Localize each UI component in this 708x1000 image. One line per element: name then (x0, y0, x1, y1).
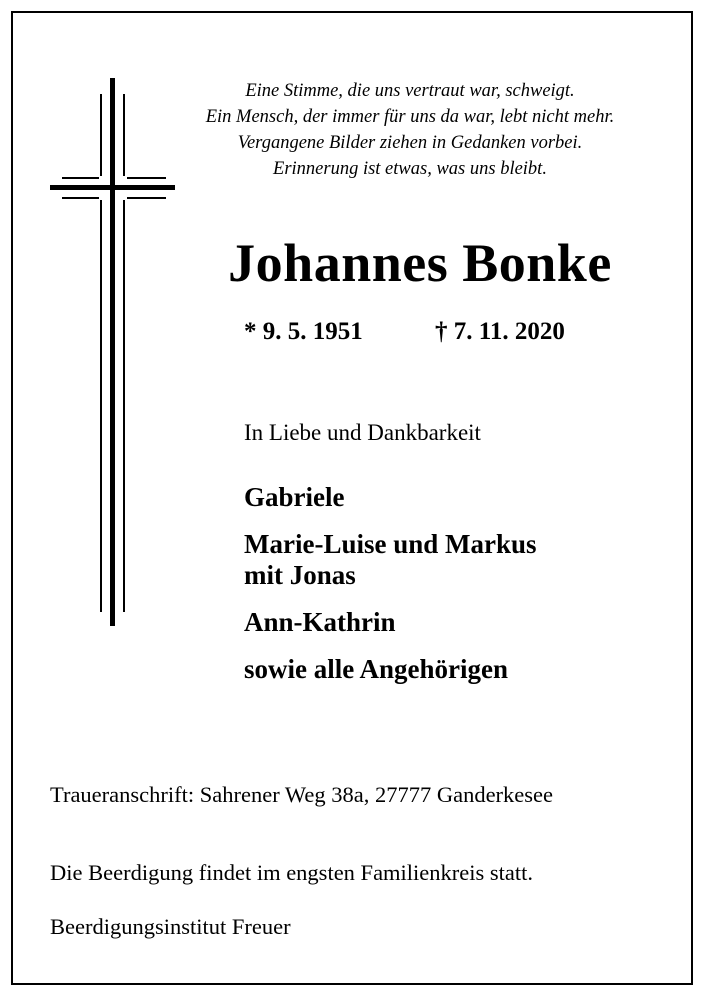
mourning-intro: In Liebe und Dankbarkeit (244, 420, 481, 445)
death-date: † 7. 11. 2020 (435, 318, 565, 345)
deceased-name: Johannes Bonke (228, 233, 612, 293)
poem-line: Erinnerung ist etwas, was uns bleibt. (273, 159, 547, 179)
mourner-name: Ann-Kathrin (244, 607, 396, 637)
mourner-name: Marie-Luise und Markus (244, 529, 537, 559)
poem-line: Vergangene Bilder ziehen in Gedanken vorbei. (237, 133, 583, 153)
mourning-address: Traueranschrift: Sahrener Weg 38a, 27777 Ganderkesee (50, 782, 554, 807)
mourner-name: Gabriele (244, 482, 345, 512)
mourner-name: mit Jonas (244, 560, 356, 590)
burial-note: Die Beerdigung findet im engsten Familienkreis statt. (50, 860, 534, 885)
mourners-list (244, 482, 537, 685)
mourner-name: sowie alle Angehörigen (244, 654, 508, 684)
memorial-poem (160, 78, 660, 182)
undertaker-name: Beerdigungsinstitut Freuer (50, 914, 291, 939)
poem-line: Eine Stimme, die uns vertraut war, schweigt. (245, 81, 575, 101)
birth-date: * 9. 5. 1951 (244, 318, 363, 345)
poem-line: Ein Mensch, der immer für uns da war, lebt nicht mehr. (205, 107, 615, 127)
